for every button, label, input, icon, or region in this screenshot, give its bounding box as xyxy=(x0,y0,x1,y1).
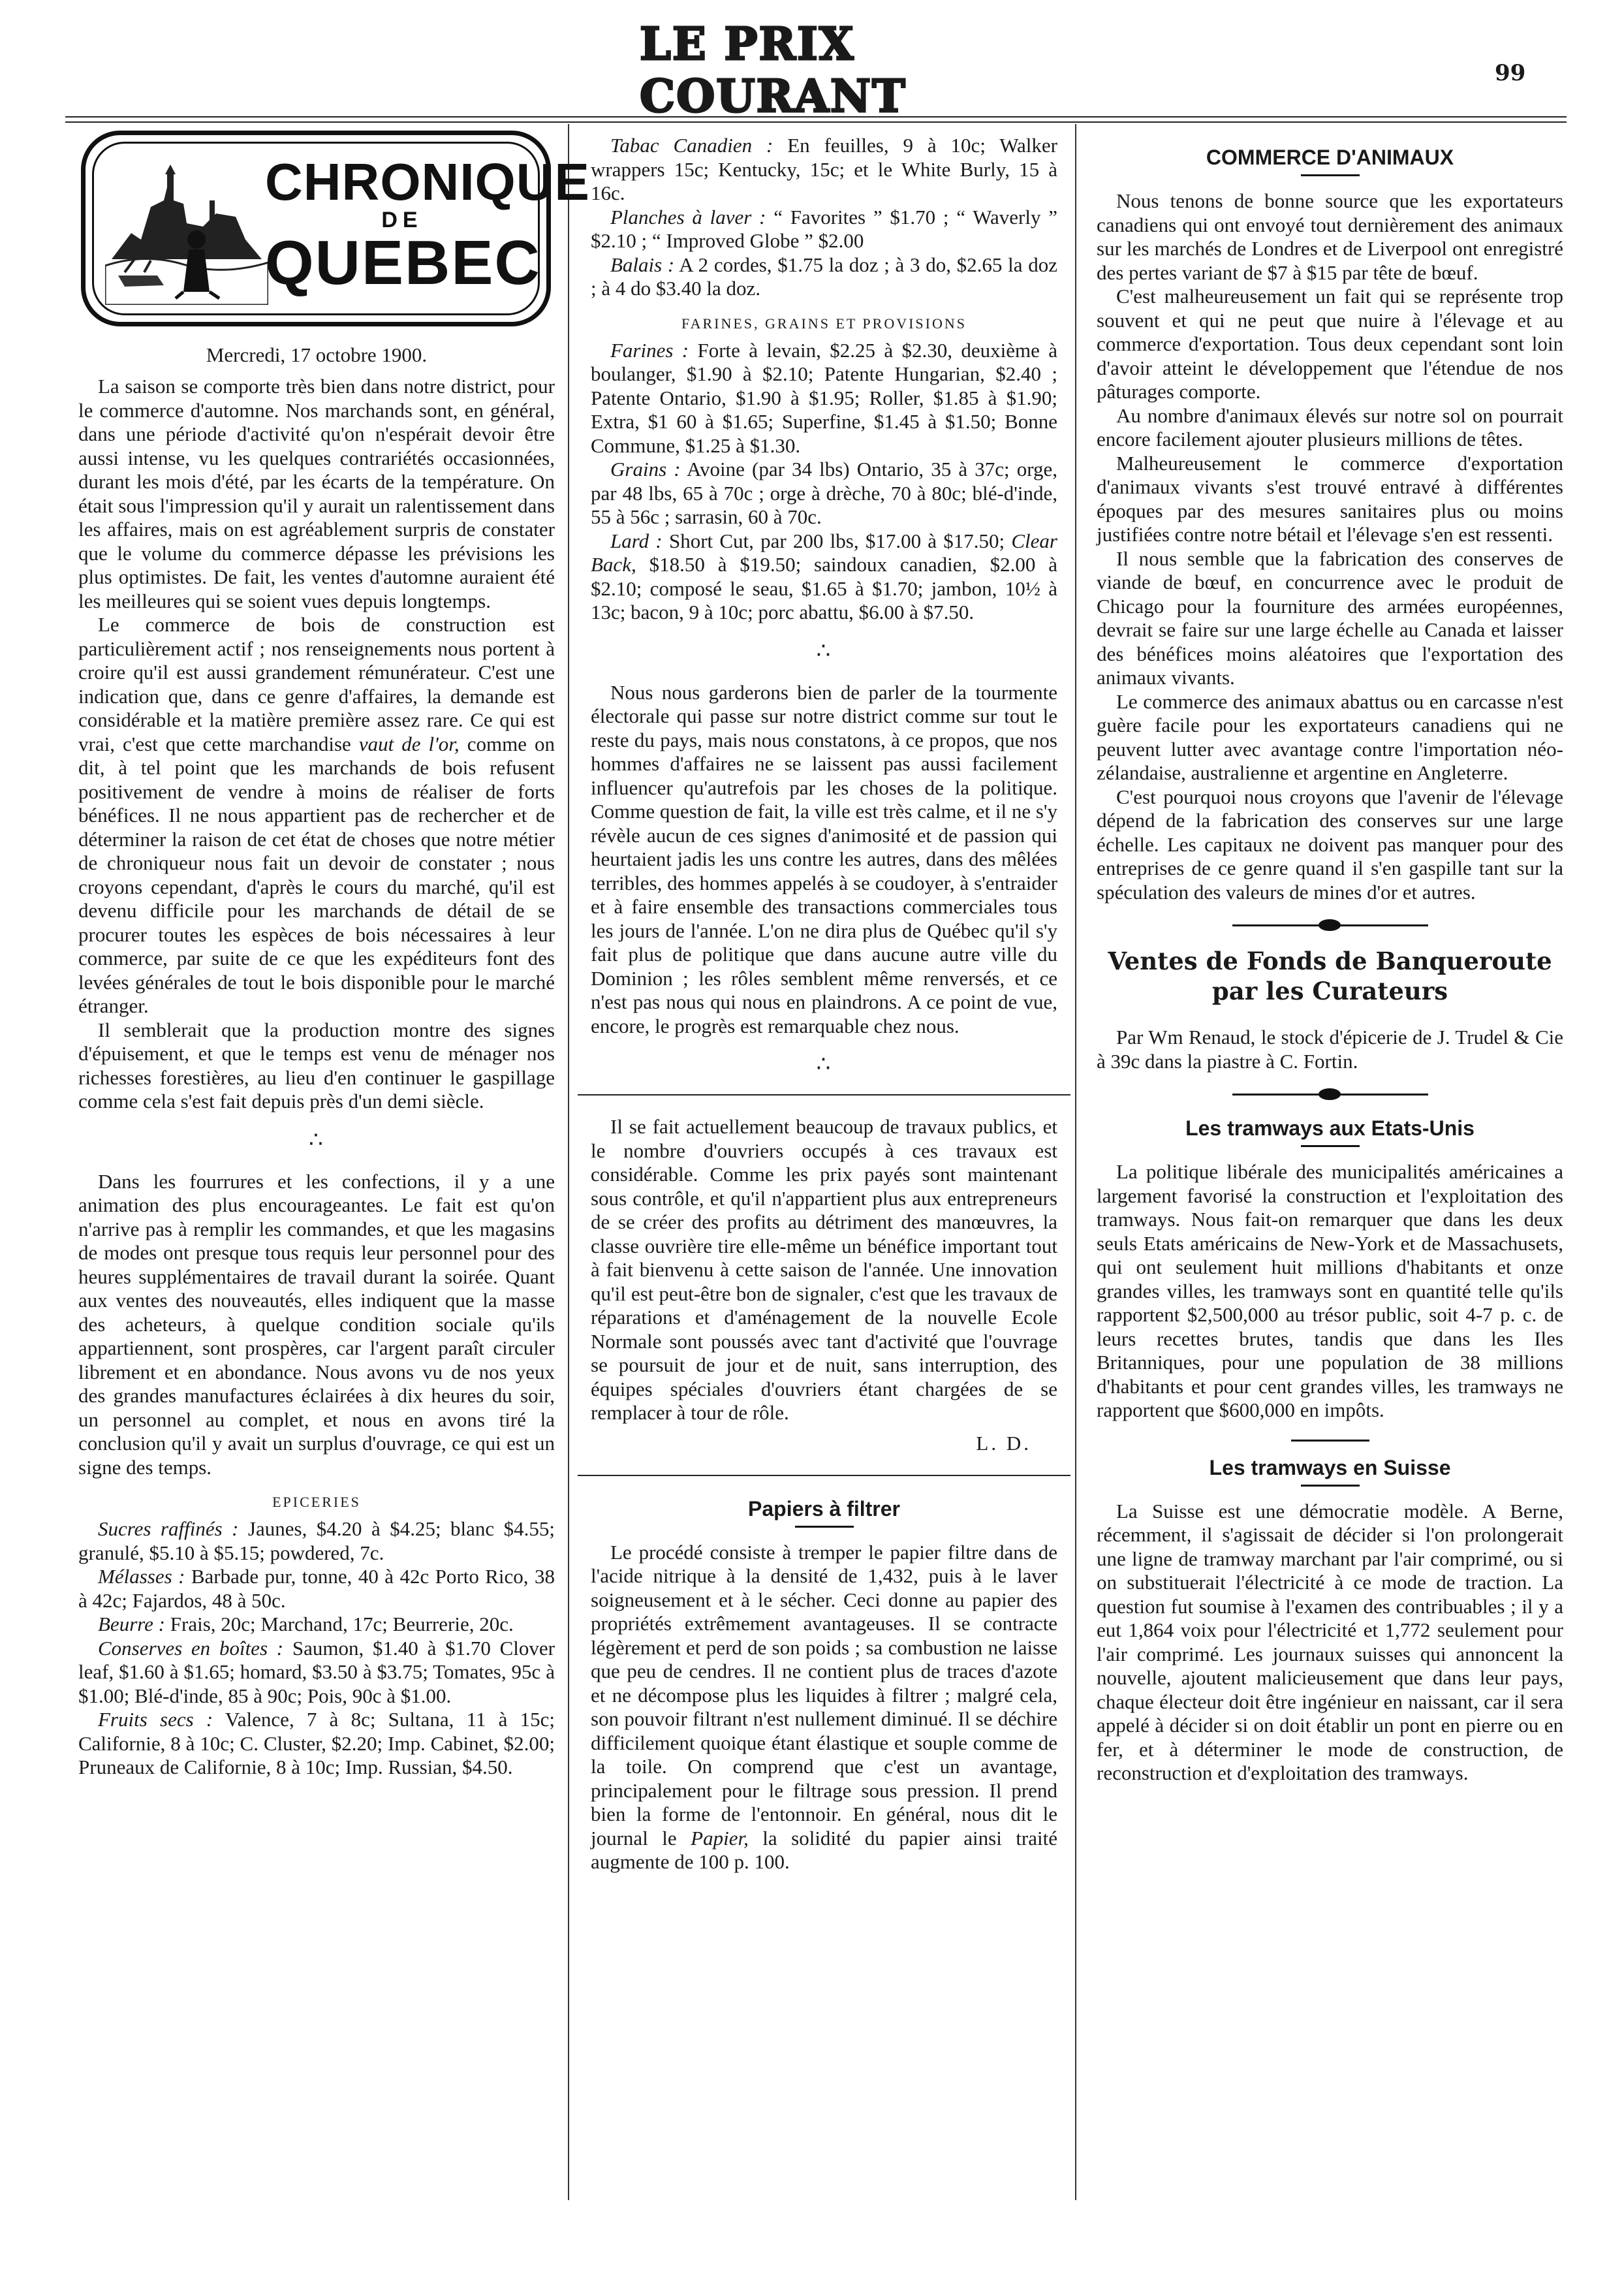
column-divider xyxy=(568,124,569,2200)
farines-heading: FARINES, GRAINS ET PROVISIONS xyxy=(681,315,967,332)
paragraph-commerce-3: Au nombre d'animaux élevés sur notre sol on pourrait encore facilement ajouter plusieurs millions de têtes. xyxy=(1097,403,1563,450)
winter-scene-illustration xyxy=(105,161,268,305)
price-fruits-secs: Fruits secs : Valence, 7 à 8c; Sultana, 11 à 15c; Californie, 8 à 10c; C. Cluster, $2.20; Imp. Cabinet, $2.00; Pruneaux de Californie, 8 à 10c; Imp. Russian, $4.50. xyxy=(78,1708,555,1778)
tramways-suisse-heading: Les tramways en Suisse xyxy=(1209,1455,1451,1479)
paragraph-ventes: Par Wm Renaud, le stock d'épicerie de J. Trudel & Cie à 39c dans la piastre à C. Fortin. xyxy=(1097,1026,1563,1073)
section-rule xyxy=(1291,1440,1369,1442)
price-balais: Balais : A 2 cordes, $1.75 la doz ; à 3 do, $2.65 la doz ; à 4 do $3.40 la doz. xyxy=(591,253,1057,300)
paragraph-commerce-6: Le commerce des animaux abattus ou en carcasse n'est guère facile pour les exportateurs canadiens qui ne peuvent lutter avec avantage contre l'importation néo-zélandaise, australienne et argentine en Angleterre. xyxy=(1097,689,1563,784)
paragraph-bois: Le commerce de bois de construction est particulièrement actif ; nos renseignements nous portent à croire qu'il est aussi grandement rémunérateur. C'est une indication que, dans ce genre d'affaires, la demande est considérable et la matière première assez rare. Ce qui est vrai, c'est que cette marchandise vaut de l'or, comme on dit, à tel point que les marchands de bois refusent positivement de vendre à moins de réaliser de forts bénéfices. Il ne nous appartient pas de rechercher et de déterminer la raison de cet état de choses que notre métier de chroniqueur nous fait un devoir de constater ; nous croyons cependant, d'après le cours du marché, qu'il est devenu difficile pour les marchands de détail de se procurer toutes les espèces de bois nécessaires à leur commerce, par suite de ce que les expéditeurs font des levées générales de tout le bois disponible pour le marché étranger. xyxy=(78,613,555,1017)
heading-rule xyxy=(1301,1145,1360,1147)
author-signoff: L. D. xyxy=(976,1431,1031,1455)
asterism: ∴ xyxy=(309,1127,324,1152)
header-rule xyxy=(65,116,1567,123)
paragraph-papiers: Le procédé consiste à tremper le papier filtre dans de l'acide nitrique à la densité de 1,432, puis à le laver soigneusement et à le sécher. Ceci donne au papier des propriétés extrêmement avantageuses. Il se contracte légèrement et perd de son poids ; sa combustion ne laisse que peu de cendres. Il ne contient plus de traces d'azote et ne décompose plus les liquides à filtrer ; malgré cela, son pouvoir filtrant n'est nullement diminué. Il se déchire difficilement quoique étant élastique et souple comme de la toile. On comprend que c'est un avantage, principalement pour le filtrage sous pression. Il prend bien la forme de l'entonnoir. En général, nous dit le journal le Papier, la solidité du papier ainsi traité augmente de 100 p. 100. xyxy=(591,1540,1057,1873)
heading-rule xyxy=(1301,174,1360,176)
papiers-heading: Papiers à filtrer xyxy=(748,1496,900,1521)
paragraph-commerce-4: Malheureusement le commerce d'exportation d'animaux vivants s'est trouvé entravé à différentes époques par des mesures sanitaires plus ou moins justifiées contre notre bétail et l'élevage s'en est ressenti. xyxy=(1097,451,1563,546)
chronique-line-1: CHRONIQUE xyxy=(265,153,590,211)
tramways-us-heading: Les tramways aux Etats-Unis xyxy=(1185,1116,1475,1140)
paragraph-commerce-7: C'est pourquoi nous croyons que l'avenir de l'élevage dépend de la fabrication des conserves sur une large échelle. Les capitaux ne doivent pas manquer pour des entreprises de ce genre quand il s'en gaspille tant sur la spéculation des valeurs de mines d'or et autres. xyxy=(1097,785,1563,904)
column-3 xyxy=(1097,134,1563,1786)
heading-rule xyxy=(795,1526,854,1528)
price-grains: Grains : Avoine (par 34 lbs) Ontario, 35 à 37c; orge, par 48 lbs, 65 à 70c ; orge à drèche, 70 à 80c; blé-d'inde, 55 à 56c ; sarrasin, 60 à 70c. xyxy=(591,458,1057,528)
price-beurre: Beurre : Frais, 20c; Marchand, 17c; Beurrerie, 20c. xyxy=(98,1613,514,1635)
section-rule xyxy=(578,1094,1070,1095)
paragraph-saison: La saison se comporte très bien dans notre district, pour le commerce d'automne. Nos marchands sont, en général, dans une période d'activité qu'on n'espérait devoir être aussi intense, vu les quelques contrariétés occasionnées, durant les mois d'été, par les écarts de la température. On était sous l'impression qu'il y aurait un ralentissement dans les affaires, mais on est agréablement surpris de constater que le volume du commerce dépasse les prévisions les plus optimistes. De fait, les ventes d'automne auraient été les meilleures qui se soient vues depuis longtemps. xyxy=(78,375,555,612)
masthead xyxy=(640,18,992,123)
ornamental-rule xyxy=(1232,921,1428,929)
price-tabac: Tabac Canadien : En feuilles, 9 à 10c; Walker wrappers 15c; Kentucky, 15c; et le White Burly, 15 à 16c. xyxy=(591,134,1058,204)
price-conserves: Conserves en boîtes : Saumon, $1.40 à $1.70 Clover leaf, $1.60 à $1.65; homard, $3.50 à $3.75; Tomates, 95c à $1.00; Blé-d'inde, 85 à 90c; Pois, 90c à $1.00. xyxy=(78,1636,555,1707)
chronique-title xyxy=(265,153,590,298)
masthead-title: LE PRIX COURANT xyxy=(640,18,907,123)
paragraph-commerce-1: Nous tenons de bonne source que les exportateurs canadiens qui ont envoyé tout dernièrement des animaux sur les marchés de Londres et de Liverpool ont enregistré des pertes variant de $7 à $15 par tête de bœuf. xyxy=(1097,189,1563,284)
paragraph-travaux: Il se fait actuellement beaucoup de travaux publics, et le nombre d'ouvriers occupés à ces travaux est considérable. Comme les prix payés sont maintenant sous contrôle, et qu'il n'appartient plus aux entrepreneurs de se créer des profits au détriment des manœuvres, la classe ouvrière tire elle-même un bénéfice important tout à fait bienvenu à cette saison de l'année. Une innovation qu'il est peut-être bon de signaler, c'est que les travaux de réparations et d'aménagement de la nouvelle Ecole Normale sont poussés avec tant d'activité que l'ouvrage se poursuit de jour et de nuit, sans interruption, des équipes spéciales d'ouvriers étant chargées de se remplacer à tour de rôle. xyxy=(591,1115,1057,1424)
price-melasses: Mélasses : Barbade pur, tonne, 40 à 42c Porto Rico, 38 à 42c; Fajardos, 48 à 50c. xyxy=(78,1565,555,1612)
paragraph-tramways-us: La politique libérale des municipalités américaines a largement favorisé la construction et l'exploitation des tramways. Nous fait-on remarquer que dans les deux seuls Etats américains de New-York et de Massachusets, qui ont seulement huit millions d'habitants et onze grandes villes, les tramways sont en quantité telle qu'ils rapportent $2,500,000 au trésor public, soit 4-7 p. c. de leurs recettes brutes, tandis que dans les Iles Britanniques, pour une population de 38 millions d'habitants et pour cent grandes villes, les tramways ne rapportent que $600,000 en impôts. xyxy=(1097,1160,1563,1421)
heading-rule xyxy=(1301,1485,1360,1487)
price-planches: Planches à laver : “ Favorites ” $1.70 ; “ Waverly ” $2.10 ; “ Improved Globe ” $2.00 xyxy=(591,205,1057,252)
asterism: ∴ xyxy=(816,638,832,663)
paragraph-politique: Nous nous garderons bien de parler de la tourmente électorale qui passe sur notre district comme sur tout le reste du pays, mais nous constatons, à ce propos, que nos hommes d'affaires ne se laissent pas aussi facilement influencer qu'autrefois par les choses de la politique. Comme question de fait, la ville est très calme, et il ne s'y révèle aucun de ces signes d'animosité et de passion qui heurtaient jadis les uns contre les autres, dans des mêlées terribles, des hommes appelés à se coudoyer, à s'entraider et à faire ensemble des transactions commerciales tous les jours de l'année. L'on ne dira plus de Québec qu'il s'y fait plus de politique que dans aucune autre ville du Dominion ; les rôles semblent même renversés, et ce n'est pas nous qui nous en plaindrons. A ce point de vue, encore, le progrès est remarquable chez nous. xyxy=(591,680,1057,1037)
paragraph-production: Il semblerait que la production montre des signes d'épuisement, et que le temps est venu de ménager nos richesses forestières, au lieu d'en continuer le gaspillage comme cela s'est fait depuis près d'un demi siècle. xyxy=(78,1018,555,1112)
chronique-logo xyxy=(81,131,590,326)
paragraph-commerce-5: Il nous semble que la fabrication des conserves de viande de bœuf, en concurrence avec le produit de Chicago pour la fourniture des armées européennes, devrait se faire sur une large échelle au Canada et laisser des bénéfices moins aléatoires que l'exportation des animaux vivants. xyxy=(1097,546,1563,689)
ornamental-rule xyxy=(1232,1090,1428,1098)
column-1 xyxy=(78,131,590,1780)
dateline: Mercredi, 17 octobre 1900. xyxy=(206,343,428,366)
chronique-line-2: DE xyxy=(381,208,423,232)
paragraph-tramways-suisse: La Suisse est une démocratie modèle. A Berne, récemment, il s'agissait de décider si l'on prolongerait une ligne de tramway marchant par l'air comprimé, ou si on substituerait l'électricité à ce mode de traction. La question fut soumise à l'examen des contribuables ; il y a eut 1,864 voix pour l'électricité et 1,772 seulement pour l'air comprimé. Les journaux suisses qui annoncent la nouvelle, ajoutent malicieusement que dans leur pays, chaque électeur doit être ingénieur en naissant, car il sera appelé à décider si on doit établir un pont en pierre ou en fer, et à déterminer le mode de construction, de reconstruction et d'exploitation des tramways. xyxy=(1097,1499,1563,1784)
ventes-heading: Ventes de Fonds de Banqueroute par les Curateurs xyxy=(1108,947,1552,1005)
paragraph-fourrures: Dans les fourrures et les confections, il y a une animation des plus encourageantes. Le fait est qu'on n'arrive pas à remplir les commandes, et que les magasins de modes ont presque tous requis leur personnel pour des heures supplémentaires de travail durant la soirée. Quant aux ventes des nouveautés, elles indiquent que la masse des acheteurs, à quelque condition sociale qu'ils appartiennent, sont prospères, car l'argent paraît circuler librement et en abondance. Nous avons vu de nos yeux des grandes manufactures éclairées à dix heures du soir, un personnel au complet, et nous en avons tiré la conclusion qu'il y avait un surplus d'ouvrage, ce qui est un signe des temps. xyxy=(78,1169,555,1479)
column-divider xyxy=(1075,124,1076,2200)
chronique-line-3: QUEBEC xyxy=(265,228,541,298)
asterism: ∴ xyxy=(816,1052,832,1077)
column-2 xyxy=(591,134,1057,1874)
epiceries-heading: EPICERIES xyxy=(272,1494,361,1510)
section-rule xyxy=(578,1475,1070,1476)
price-lard: Lard : Short Cut, par 200 lbs, $17.00 à $17.50; Clear Back, $18.50 à $19.50; saindoux canadien, $2.00 à $2.10; composé le seau, $1.65 à $1.70; jambon, 10½ à 13c; bacon, 9 à 10c; porc abattu, $6.00 à $7.50. xyxy=(591,529,1057,623)
price-sucres: Sucres raffinés : Jaunes, $4.20 à $4.25; blanc $4.55; granulé, $5.10 à $5.15; powdered, 7c. xyxy=(78,1517,555,1564)
page-number: 99 xyxy=(1495,60,1526,86)
commerce-heading: COMMERCE D'ANIMAUX xyxy=(1206,146,1454,169)
price-farines: Farines : Forte à levain, $2.25 à $2.30, deuxième à boulanger, $1.90 à $2.10; Patente Hungarian, $2.40 ; Patente Ontario, $1.90 à $1.95; Roller, $1.85 à $1.90; Extra, $1 60 à $1.65; Superfine, $1.45 à $1.50; Bonne Commune, $1.25 à $1.30. xyxy=(591,338,1057,457)
paragraph-commerce-2: C'est malheureusement un fait qui se représente trop souvent et qui ne peut que nuire à l'élevage et au commerce d'exportation. Tous deux cependant sont loin d'avoir atteint le développement que l'étendue de nos pâturages comporte. xyxy=(1097,285,1563,403)
